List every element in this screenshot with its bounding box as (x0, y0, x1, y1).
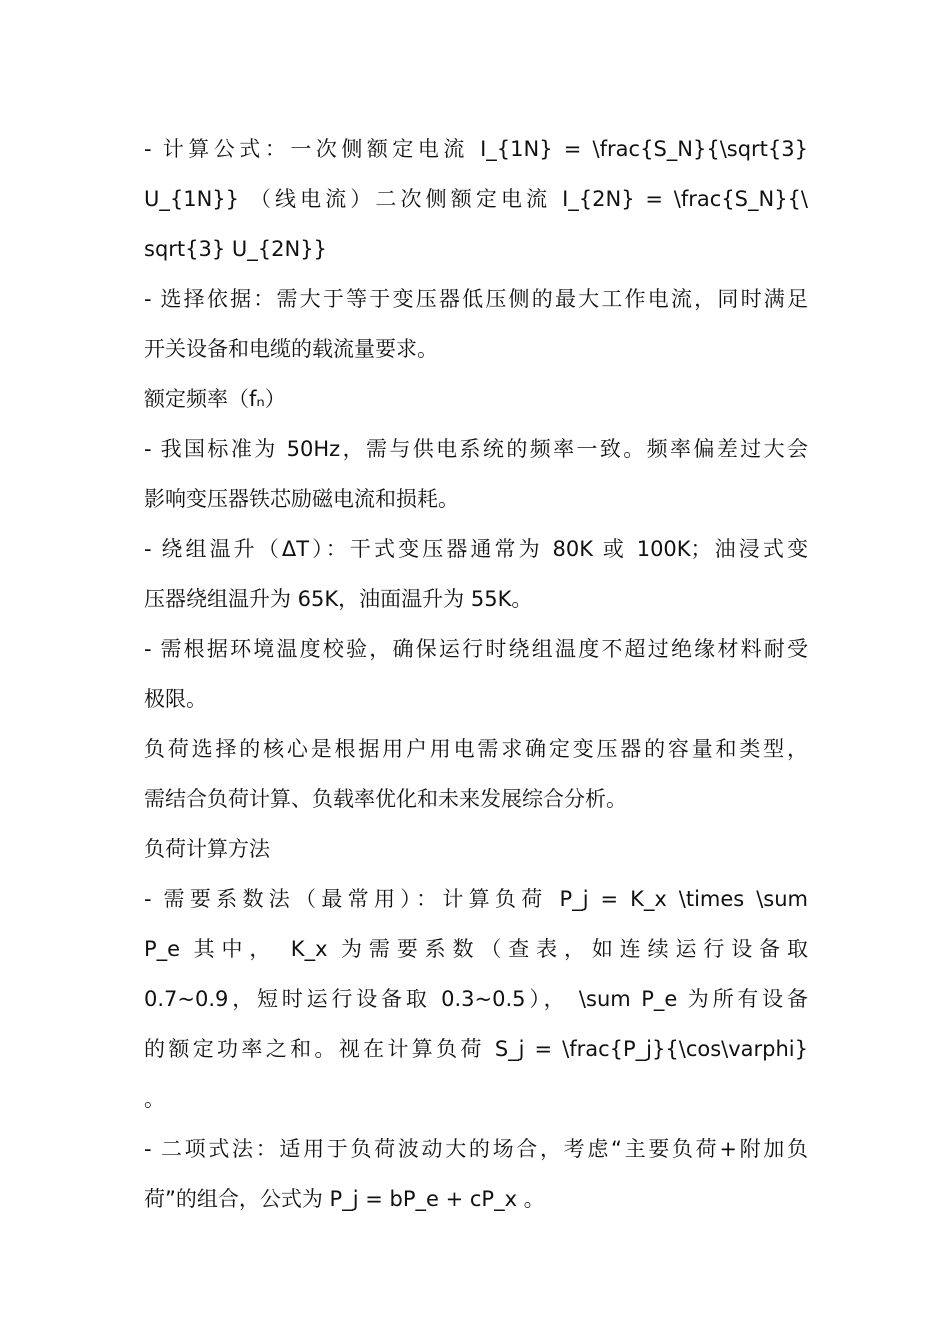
text-line: - 绕组温升（ΔT）：干式变压器通常为 80K 或 100K；油浸式变 (144, 537, 808, 561)
text-line: - 我国标准为 50Hz，需与供电系统的频率一致。频率偏差过大会 (144, 437, 808, 461)
text-line: sqrt{3} U_{2N}} (144, 237, 327, 261)
text-line: - 需要系数法（最常用）：计算负荷 P_j = K_x \times \sum (144, 887, 808, 911)
text-line: 的额定功率之和。视在计算负荷 S_j = \frac{P_j}{\cos\varphi} (144, 1037, 808, 1061)
text-line: - 二项式法：适用于负荷波动大的场合，考虑“主要负荷+附加负 (144, 1137, 808, 1161)
text-line: U_{1N}} （线电流）二次侧额定电流 I_{2N} = \frac{S_N}{\ (144, 187, 808, 211)
section-heading: 负荷计算方法 (144, 837, 270, 861)
text-line: 影响变压器铁芯励磁电流和损耗。 (144, 487, 459, 511)
text-line: - 需根据环境温度校验，确保运行时绕组温度不超过绝缘材料耐受 (144, 637, 808, 661)
text-line: 需结合负荷计算、负载率优化和未来发展综合分析。 (144, 787, 627, 811)
text-line: 0.7~0.9，短时运行设备取 0.3~0.5）， \sum P_e 为所有设备 (144, 987, 808, 1011)
text-line: 负荷选择的核心是根据用户用电需求确定变压器的容量和类型， (144, 737, 808, 761)
text-line: - 计算公式：一次侧额定电流 I_{1N} = \frac{S_N}{\sqrt{3} (144, 137, 808, 161)
text-line: - 选择依据：需大于等于变压器低压侧的最大工作电流，同时满足 (144, 287, 808, 311)
text-line: 极限。 (144, 687, 207, 711)
document-body (144, 124, 808, 1224)
text-line: 压器绕组温升为 65K，油面温升为 55K。 (144, 587, 533, 611)
text-line: 。 (144, 1087, 165, 1111)
text-line: P_e 其中， K_x 为需要系数（查表，如连续运行设备取 (144, 937, 808, 961)
text-line: 荷”的组合，公式为 P_j = bP_e + cP_x 。 (144, 1187, 545, 1211)
text-line: 开关设备和电缆的载流量要求。 (144, 337, 438, 361)
section-heading: 额定频率（fₙ） (144, 387, 286, 411)
